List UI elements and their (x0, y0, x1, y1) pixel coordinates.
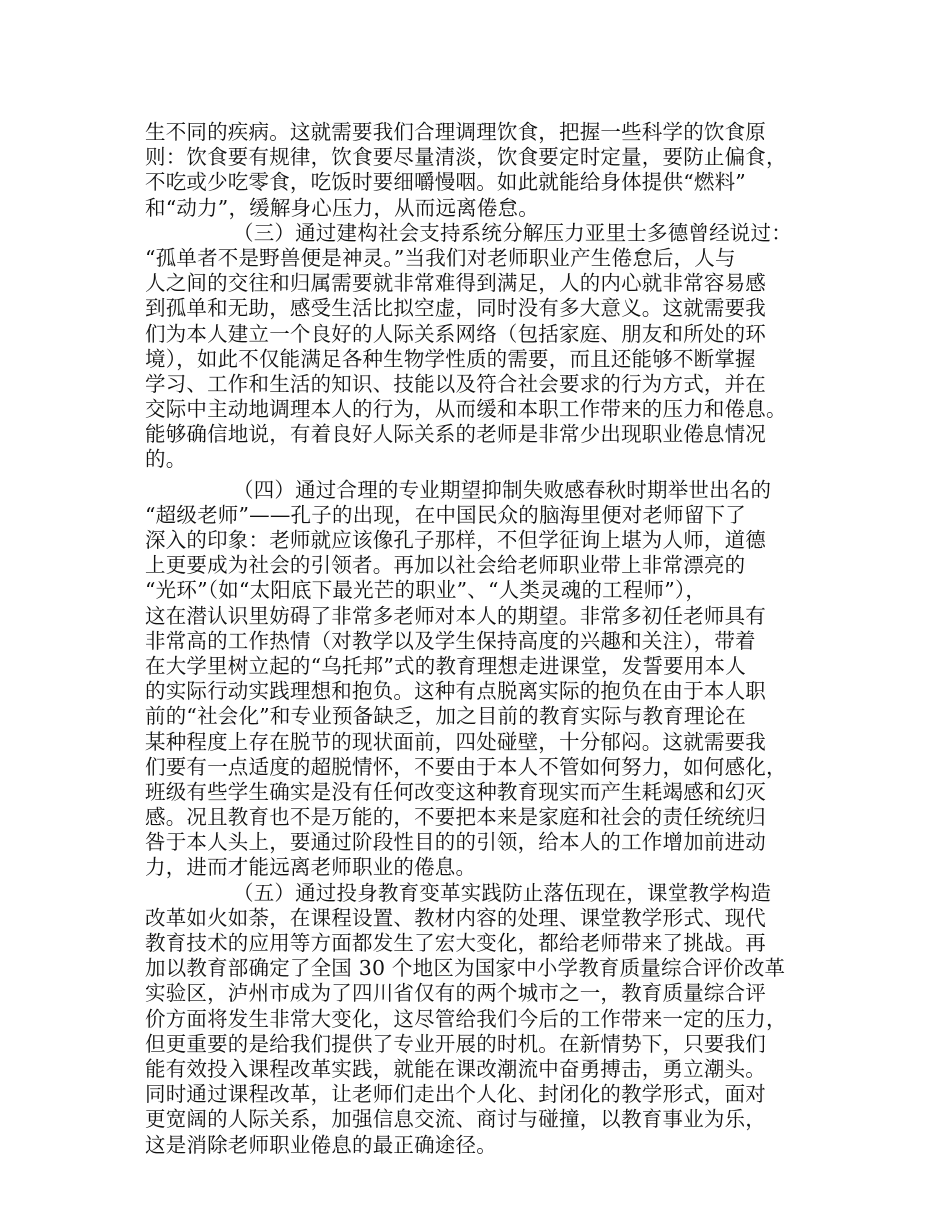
text-line: 的实际行动实践理想和抱负。这种有点脱离实际的抱负在由于本人职 (145, 679, 766, 704)
text-line: 能有效投入课程改革实践，就能在课改潮流中奋勇搏击，勇立潮头。 (145, 1056, 766, 1081)
paragraph-p-expectation (145, 478, 820, 881)
text-line: 前的“社会化”和专业预备缺乏，加之目前的教育实际与教育理论在 (145, 704, 746, 729)
text-line: 但更重要的是给我们提供了专业开展的时机。在新情势下，只要我们 (145, 1031, 766, 1056)
text-line: 在大学里树立起的“乌托邦”式的教育理想走进课堂，发誓要用本人 (145, 653, 746, 678)
text-line: 交际中主动地调理本人的行为，从而缓和本职工作带来的压力和倦息。 (145, 397, 787, 422)
text-line: （四）通过合理的专业期望抑制失败感春秋时期举世出名的 (233, 477, 772, 502)
paragraph-p-reform (145, 881, 820, 1158)
text-line: （三）通过建构社会支持系统分解压力亚里士多德曾经说过： (233, 220, 792, 245)
text-line: 实验区，泸州市成为了四川省仅有的两个城市之一，教育质量综合评 (145, 981, 766, 1006)
text-line: 某种程度上存在脱节的现状面前，四处碰壁，十分郁闷。这就需要我 (145, 729, 766, 754)
text-line: 们为本人建立一个良好的人际关系网络（包括家庭、朋友和所处的环 (145, 321, 766, 346)
paragraph-p-diet (145, 120, 820, 221)
text-line: 这在潜认识里妨碍了非常多老师对本人的期望。非常多初任老师具有 (145, 603, 766, 628)
text-line: 这是消除老师职业倦息的最正确途径。 (145, 1132, 497, 1157)
text-line: “光环”（如“太阳底下最光芒的职业”、“人类灵魂的工程师”）， (145, 578, 707, 603)
text-line: 教育技术的应用等方面都发生了宏大变化，都给老师带来了挑战。再 (145, 931, 766, 955)
text-line: “孤单者不是野兽便是神灵。”当我们对老师职业产生倦怠后，人与 (145, 245, 736, 270)
paragraph-p-social-support (145, 221, 820, 473)
text-line: 深入的印象：老师就应该像孔子那样，不但学征询上堪为人师，道德 (145, 528, 766, 552)
text-line: 生不同的疾病。这就需要我们合理调理饮食，把握一些科学的饮食原 (145, 120, 766, 144)
text-line: 感。况且教育也不是万能的，不要把本来是家庭和社会的责任统统归 (145, 805, 766, 830)
text-line: 加以教育部确定了全国 30 个地区为国家中小学教育质量综合评价改革 (145, 956, 786, 981)
text-line: 上更要成为社会的引领者。再加以社会给老师职业带上非常漂亮的 (145, 553, 746, 578)
text-line: 能够确信地说，有着良好人际关系的老师是非常少出现职业倦息情况 (145, 422, 766, 447)
text-line: “超级老师”——孔子的出现，在中国民众的脑海里便对老师留下了 (145, 502, 746, 527)
text-line: 则：饮食要有规律，饮食要尽量清淡，饮食要定时定量，要防止偏食， (145, 145, 787, 170)
text-line: 和“动力”，缓解身心压力，从而远离倦怠。 (145, 195, 539, 220)
text-line: 班级有些学生确实是没有任何改变这种教育现实而产生耗竭感和幻灭 (145, 779, 766, 804)
text-line: 到孤单和无助，感受生活比拟空虚，同时没有多大意义。这就需要我 (145, 296, 766, 321)
text-line: 更宽阔的人际关系，加强信息交流、商讨与碰撞，以教育事业为乐， (145, 1107, 766, 1132)
text-line: 人之间的交往和归属需要就非常难得到满足，人的内心就非常容易感 (145, 271, 766, 296)
text-line: 境），如此不仅能满足各种生物学性质的需要，而且还能够不断掌握 (145, 346, 756, 371)
text-line: 非常高的工作热情（对教学以及学生保持高度的兴趣和关注），带着 (145, 628, 756, 653)
text-line: 不吃或少吃零食，吃饭时要细嚼慢咽。如此就能给身体提供“燃料” (145, 170, 746, 195)
text-line: 的。 (145, 447, 187, 472)
text-line: 们要有一点适度的超脱情怀，不要由于本人不管如何努力，如何感化， (145, 754, 787, 779)
text-line: 学习、工作和生活的知识、技能以及符合社会要求的行为方式，并在 (145, 371, 766, 396)
text-line: 同时通过课程改革，让老师们走出个人化、封闭化的教学形式，面对 (145, 1082, 766, 1107)
text-line: （五）通过投身教育变革实践防止落伍现在，课堂教学构造 (233, 880, 772, 905)
text-line: 价方面将发生非常大变化，这尽管给我们今后的工作带来一定的压力， (145, 1006, 787, 1031)
text-line: 咎于本人头上，要通过阶段性目的的引领，给本人的工作增加前进动 (145, 830, 766, 855)
document-body (145, 120, 820, 1158)
text-line: 改革如火如荼，在课程设置、教材内容的处理、课堂教学形式、现代 (145, 905, 766, 930)
text-line: 力，进而才能远离老师职业的倦息。 (145, 855, 477, 880)
